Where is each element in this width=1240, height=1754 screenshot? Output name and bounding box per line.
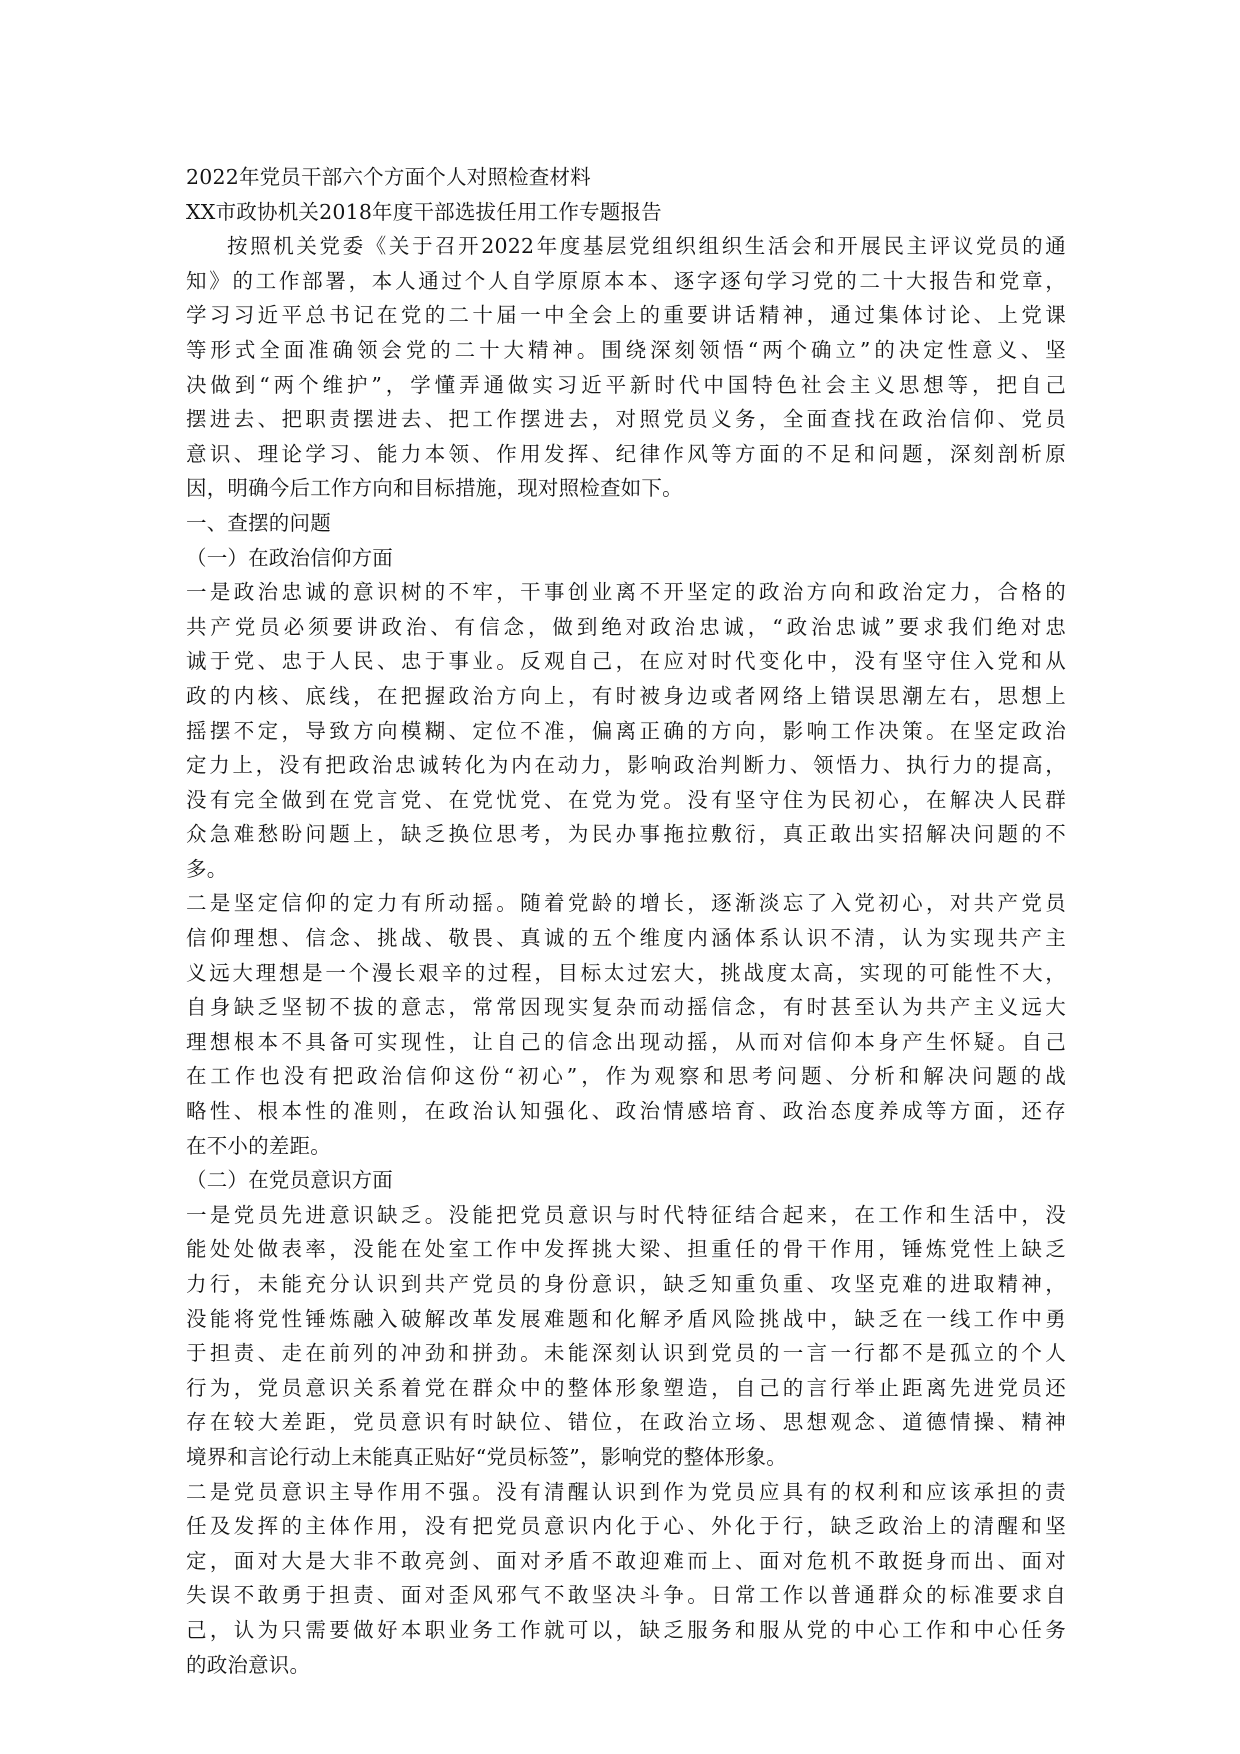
paragraph-line: 共产党员必须要讲政治、有信念，做到绝对政治忠诚，“政治忠诚”要求我们绝对忠 — [186, 614, 1066, 639]
paragraph-line: 信仰理想、信念、挑战、敬畏、真诚的五个维度内涵体系认识不清，认为实现共产主 — [186, 926, 1066, 951]
section-heading: 一、查摆的问题 — [186, 510, 331, 535]
paragraph-line: 二是坚定信仰的定力有所动摇。随着党龄的增长，逐渐淡忘了入党初心，对共产党员 — [186, 891, 1066, 916]
paragraph-line: 众急难愁盼问题上，缺乏换位思考，为民办事拖拉敷衍，真正敢出实招解决问题的不 — [186, 822, 1066, 847]
subsection-heading: （二）在党员意识方面 — [186, 1168, 393, 1193]
body-paragraph — [186, 1198, 1066, 1475]
paragraph-line: 行为，党员意识关系着党在群众中的整体形象塑造，自己的言行举止距离先进党员还 — [186, 1375, 1066, 1400]
paragraph-line: 定，面对大是大非不敢亮剑、面对矛盾不敢迎难而上、面对危机不敢挺身而出、面对 — [186, 1548, 1066, 1573]
paragraph-line: 己，认为只需要做好本职业务工作就可以，缺乏服务和服从党的中心工作和中心任务 — [186, 1617, 1066, 1642]
paragraph-line: 在不小的差距。 — [186, 1133, 331, 1158]
document-subtitle: XX市政协机关2018年度干部选拔任用工作专题报告 — [186, 199, 662, 224]
body-paragraph — [186, 575, 1066, 886]
paragraph-line: 存在较大差距，党员意识有时缺位、错位，在政治立场、思想观念、道德情操、精神 — [186, 1410, 1066, 1435]
paragraph-line: 没有完全做到在党言党、在党忧党、在党为党。没有坚守住为民初心，在解决人民群 — [186, 787, 1066, 812]
paragraph-line: 义远大理想是一个漫长艰辛的过程，目标太过宏大，挑战度太高，实现的可能性不大， — [186, 960, 1066, 985]
paragraph-line: 决做到“两个维护”，学懂弄通做实习近平新时代中国特色社会主义思想等，把自己 — [186, 372, 1066, 397]
subsection-heading: （一）在政治信仰方面 — [186, 545, 393, 570]
paragraph-line: 能处处做表率，没能在处室工作中发挥挑大梁、担重任的骨干作用，锤炼党性上缺乏 — [186, 1237, 1066, 1262]
paragraph-line: 政的内核、底线，在把握政治方向上，有时被身边或者网络上错误思潮左右，思想上 — [186, 683, 1066, 708]
paragraph-line: 一是政治忠诚的意识树的不牢，干事创业离不开坚定的政治方向和政治定力，合格的 — [186, 580, 1066, 605]
paragraph-line: 因，明确今后工作方向和目标措施，现对照检查如下。 — [186, 476, 683, 501]
paragraph-line: 摆进去、把职责摆进去、把工作摆进去，对照党员义务，全面查找在政治信仰、党员 — [186, 407, 1066, 432]
paragraph-line: 一是党员先进意识缺乏。没能把党员意识与时代特征结合起来，在工作和生活中，没 — [186, 1202, 1066, 1227]
paragraph-line: 知》的工作部署，本人通过个人自学原原本本、逐字逐句学习党的二十大报告和党章， — [186, 268, 1066, 293]
paragraph-line: 力行，未能充分认识到共产党员的身份意识，缺乏知重负重、攻坚克难的进取精神， — [186, 1272, 1066, 1296]
paragraph-line: 二是党员意识主导作用不强。没有清醒认识到作为党员应具有的权利和应该承担的责 — [186, 1479, 1066, 1504]
paragraph-line: 理想根本不具备可实现性，让自己的信念出现动摇，从而对信仰本身产生怀疑。自己 — [186, 1029, 1066, 1054]
paragraph-line: 等形式全面准确领会党的二十大精神。围绕深刻领悟“两个确立”的决定性意义、坚 — [186, 337, 1066, 362]
paragraph-line: 定力上，没有把政治忠诚转化为内在动力，影响政治判断力、领悟力、执行力的提高， — [186, 753, 1066, 778]
paragraph-line: 在工作也没有把政治信仰这份“初心”，作为观察和思考问题、分析和解决问题的战 — [186, 1064, 1066, 1089]
paragraph-line: 自身缺乏坚韧不拔的意志，常常因现实复杂而动摇信念，有时甚至认为共产主义远大 — [186, 995, 1066, 1020]
document-page — [186, 160, 1066, 1682]
paragraph-line: 失误不敢勇于担责、面对歪风邪气不敢坚决斗争。日常工作以普通群众的标准要求自 — [186, 1583, 1066, 1608]
paragraph-line: 任及发挥的主体作用，没有把党员意识内化于心、外化于行，缺乏政治上的清醒和坚 — [186, 1514, 1066, 1539]
paragraph-line: 多。 — [186, 856, 228, 881]
paragraph-line: 摇摆不定，导致方向模糊、定位不准，偏离正确的方向，影响工作决策。在坚定政治 — [186, 718, 1066, 743]
paragraph-line: 没能将党性锤炼融入破解改革发展难题和化解矛盾风险挑战中，缺乏在一线工作中勇 — [186, 1306, 1066, 1331]
body-paragraph — [186, 1475, 1066, 1683]
intro-paragraph — [186, 229, 1066, 506]
paragraph-line: 意识、理论学习、能力本领、作用发挥、纪律作风等方面的不足和问题，深刻剖析原 — [186, 441, 1066, 466]
paragraph-line: 于担责、走在前列的冲劲和拼劲。未能深刻认识到党员的一言一行都不是孤立的个人 — [186, 1341, 1066, 1366]
paragraph-line: 略性、根本性的准则，在政治认知强化、政治情感培育、政治态度养成等方面，还存 — [186, 1099, 1066, 1124]
paragraph-line: 学习习近平总书记在党的二十届一中全会上的重要讲话精神，通过集体讨论、上党课 — [186, 303, 1066, 328]
body-paragraph — [186, 886, 1066, 1163]
document-title: 2022年党员干部六个方面个人对照检查材料 — [186, 165, 591, 189]
paragraph-line: 的政治意识。 — [186, 1652, 311, 1677]
paragraph-line: 按照机关党委《关于召开2022年度基层党组织组织生活会和开展民主评议党员的通 — [227, 234, 1066, 259]
paragraph-line: 境界和言论行动上未能真正贴好“党员标签”，影响党的整体形象。 — [186, 1444, 787, 1469]
paragraph-line: 诚于党、忠于人民、忠于事业。反观自己，在应对时代变化中，没有坚守住入党和从 — [186, 649, 1066, 674]
